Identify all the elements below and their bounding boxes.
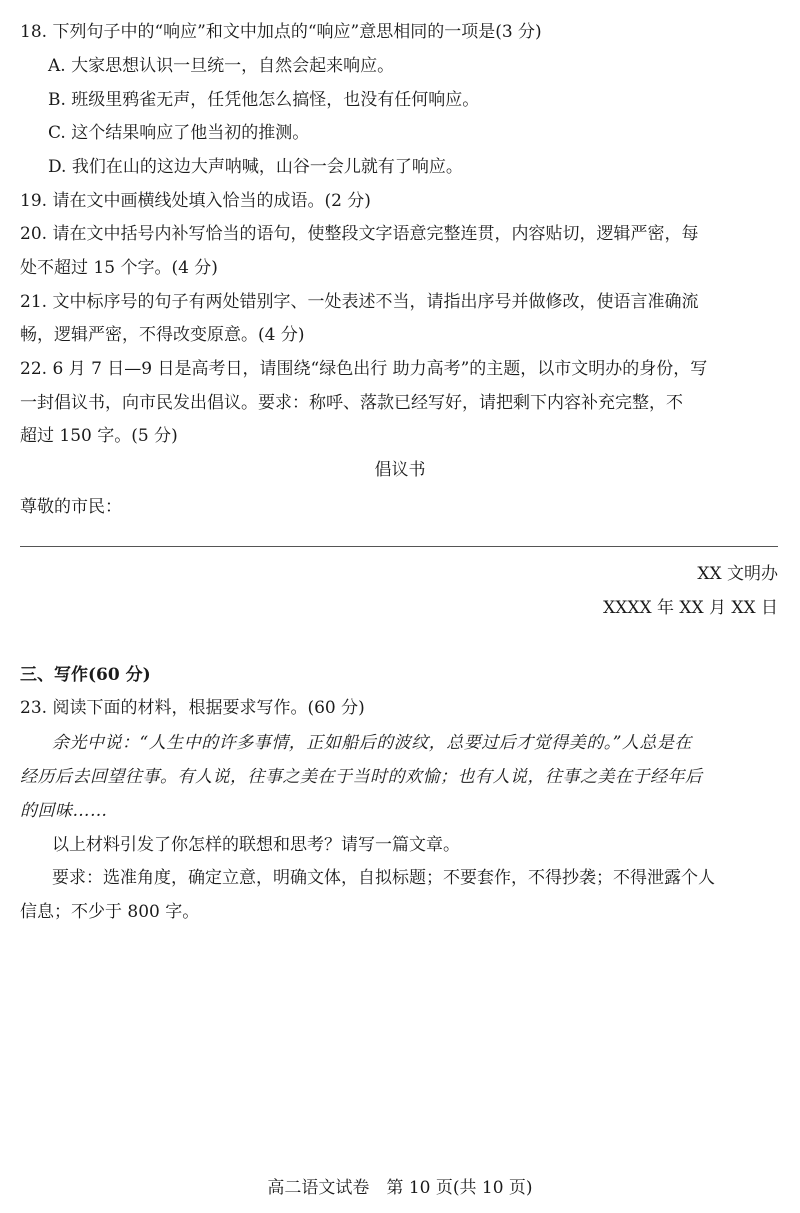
material-line2: 经历后去回望往事。有人说，往事之美在于当时的欢愉；也有人说，往事之美在于经年后 [20, 767, 703, 787]
q20-stem-line1: 20. 请在文中括号内补写恰当的语句，使整段文字语意完整连贯，内容贴切，逻辑严密，每 [20, 224, 699, 244]
proposal-date: XXXX 年 XX 月 XX 日 [603, 598, 778, 618]
q21-stem-line1: 21. 文中标序号的句子有两处错别字、一处表述不当，请指出序号并做修改，使语言准确流 [20, 292, 699, 312]
q18-option-a: A. 大家思想认识一旦统一，自然会起来响应。 [48, 56, 395, 76]
q22-stem-line3: 超过 150 字。(5 分) [20, 426, 178, 446]
q22-stem-line1: 22. 6 月 7 日—9 日是高考日，请围绕“绿色出行 助力高考”的主题，以市文明办的身份，写 [20, 359, 708, 379]
answer-blank-line [20, 546, 778, 547]
proposal-signer: XX 文明办 [697, 564, 778, 584]
q18-option-d: D. 我们在山的这边大声呐喊，山谷一会儿就有了响应。 [48, 157, 463, 177]
q23-stem: 23. 阅读下面的材料，根据要求写作。(60 分) [20, 698, 365, 718]
proposal-salutation: 尊敬的市民： [20, 497, 122, 517]
page-footer: 高二语文试卷 第 10 页(共 10 页) [267, 1178, 533, 1198]
material-line1: 余光中说：“人生中的许多事情，正如船后的波纹，总要过后才觉得美的。”人总是在 [52, 733, 692, 753]
q21-stem-line2: 畅，逻辑严密，不得改变原意。(4 分) [20, 325, 305, 345]
writing-section-heading: 三、写作(60 分) [20, 665, 151, 685]
q20-stem-line2: 处不超过 15 个字。(4 分) [20, 258, 218, 278]
requirements-line2: 信息；不少于 800 字。 [20, 902, 200, 922]
material-line3: 的回味…… [20, 801, 108, 821]
q18-option-b: B. 班级里鸦雀无声，任凭他怎么搞怪，也没有任何响应。 [48, 90, 480, 110]
q22-stem-line2: 一封倡议书，向市民发出倡议。要求：称呼、落款已经写好，请把剩下内容补充完整，不 [20, 393, 683, 413]
requirements-line1: 要求：选准角度，确定立意，明确文体，自拟标题；不要套作，不得抄袭；不得泄露个人 [52, 868, 715, 888]
q18-stem: 18. 下列句子中的“响应”和文中加点的“响应”意思相同的一项是(3 分) [20, 22, 542, 42]
writing-prompt: 以上材料引发了你怎样的联想和思考？请写一篇文章。 [52, 835, 460, 855]
q18-option-c: C. 这个结果响应了他当初的推测。 [48, 123, 310, 143]
q19-stem: 19. 请在文中画横线处填入恰当的成语。(2 分) [20, 191, 371, 211]
proposal-title: 倡议书 [374, 460, 426, 480]
